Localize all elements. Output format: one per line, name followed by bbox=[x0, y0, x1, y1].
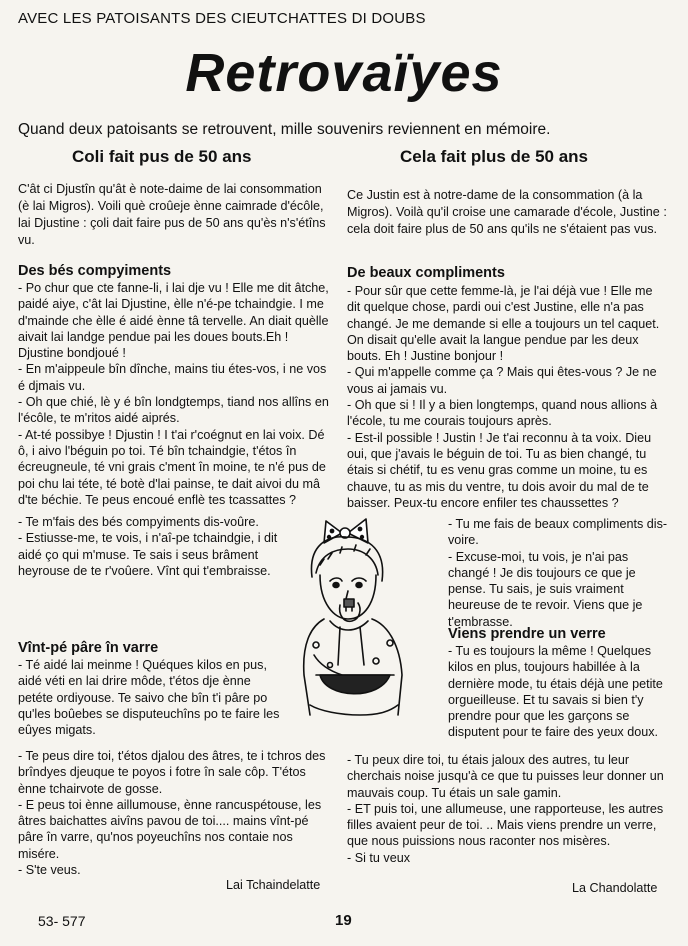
left-s2-line-1: - Té aidé lai meinme ! Quéques kilos en pus, aidé véti en lai drire môde, t'étos dje ènne petéte ordiyouse. Te saivo che bîn t'i pâre po qu'les boûebes se disputeuchîns po te faire les eûyes migats. bbox=[18, 658, 280, 738]
right-s2-line-2: - Tu peux dire toi, tu étais jaloux des autres, tu leur cherchais noise jusqu'à ce que tu puisses leur donner un mauvais coup. Tu étais un sale gamin. bbox=[347, 753, 664, 800]
right-intro: Ce Justin est à notre-dame de la consommation (à la Migros). Voilà qu'il croise une camarade d'école, Justine : cela doit faire plus de 50 ans qu'ils ne s'étaient pas vus. bbox=[347, 188, 667, 236]
left-s2-line-2: - Te peus dire toi, t'étos djalou des âtres, te i tchros des brîndyes djeuque te poyos i fotre în sale côp. T'étos ènne tchairvote de gosse. bbox=[18, 749, 326, 796]
right-s2-line-4: - Si tu veux bbox=[347, 850, 410, 865]
right-s1-line-5: - Tu me fais de beaux compliments dis-voire. bbox=[448, 517, 668, 548]
left-s2-line-4: - S'te veus. bbox=[18, 863, 81, 878]
issue-number: 53- 577 bbox=[38, 913, 86, 929]
right-section1-text-bottom bbox=[448, 516, 670, 630]
girl-illustration-icon bbox=[290, 515, 440, 725]
right-section1-heading: De beaux compliments bbox=[347, 265, 505, 281]
subtitle: Quand deux patoisants se retrouvent, mille souvenirs reviennent en mémoire. bbox=[18, 121, 551, 138]
right-s1-line-4: - Est-il possible ! Justin ! Je t'ai reconnu à ta voix. Dieu oui, que j'avais le béguin de toi. Tu as bien changé, tu étais si chétif, tu es venu gras comme un moine, tu es chauve, tu as mis du ventre, tu dois avoir du mal de te baisser. Peux-tu encore enfiler tes chaussettes ? bbox=[347, 430, 652, 510]
right-section2-text-top bbox=[448, 643, 670, 741]
right-section2-text-bottom bbox=[347, 752, 669, 866]
right-section1-text-top bbox=[347, 283, 669, 511]
left-s1-line-4: - At-té possibye ! Djustin ! I t'ai r'coégnut en lai voix. Dé ô, i aivo l'béguin po toi. Té bîn tchaindgie, t'étos în écreugneule, té vni grais c'ment în moine, te n'é pus de poi chu lai téte, té botè d'lai painse, te dait aivoi du mâ d'te béchie. Te peus encoué enflè tes tcassattes ? bbox=[18, 427, 326, 507]
right-s1-line-3: - Oh que si ! Il y a bien longtemps, quand nous allions à l'école, tu me courais toujours après. bbox=[347, 398, 658, 429]
left-s1-line-6: - Estiusse-me, te vois, i n'aî-pe tchaindgie, i dit aidé ço qui m'muse. Te sais i seus brâment heyrouse de te r'voûere. Vînt qui t'embraisse. bbox=[18, 531, 278, 578]
left-section1-heading: Des bés compyiments bbox=[18, 263, 172, 279]
right-section2-heading: Viens prendre un verre bbox=[448, 626, 606, 642]
left-s1-line-5: - Te m'fais des bés compyiments dis-voûre. bbox=[18, 515, 259, 529]
left-section1-text-top bbox=[18, 280, 336, 508]
page-number: 19 bbox=[335, 912, 352, 929]
left-column-title: Coli fait pus de 50 ans bbox=[72, 147, 252, 166]
left-s1-line-2: - En m'aippeule bîn dînche, mains tiu étes-vos, i ne vos é djmais vu. bbox=[18, 362, 327, 393]
right-signature: La Chandolatte bbox=[572, 881, 658, 895]
left-section2-text-top bbox=[18, 657, 288, 738]
left-section1-text-bottom bbox=[18, 514, 288, 579]
right-s2-line-1: - Tu es toujours la même ! Quelques kilos en plus, toujours habillée à la dernière mode, tu étais déjà une petite orgueilleuse. Et tu savais si bien t'y prendre pour que les garçons se disputent pour te faire des yeux doux. bbox=[448, 644, 663, 740]
left-section2-text-bottom bbox=[18, 748, 336, 878]
right-column-title: Cela fait plus de 50 ans bbox=[400, 147, 589, 166]
page-title: Retrovaïyes bbox=[185, 43, 503, 103]
right-s1-line-1: - Pour sûr que cette femme-là, je l'ai déjà vue ! Elle me dit quelque chose, pardi oui c'est Justine, elle n'a pas changé. Je me demande si elle a toujours un tel caquet. On disait qu'elle avait la langue pendue par les deux bouts. Eh ! Justine bonjour ! bbox=[347, 284, 660, 364]
left-s2-line-3: - E peus toi ènne aillumouse, ènne rancuspétouse, les âtres baichattes aivîns pavou de toi.... mains vînt-pé pâre în varre, qu'nos poyeuchîns nos contaie nos misére. bbox=[18, 797, 322, 861]
left-s1-line-1: - Po chur que cte fanne-li, i lai dje vu ! Elle me dit âtche, paidé aiye, c'ât lai Djustine, èlle n'é-pe tchaindgie. I me d'mainde che èlle é aidé ènne tâ tervelle. An diait quèlle aivait lai landge pendue pai les doues bouts.Eh ! Djustine bondjoué ! bbox=[18, 281, 329, 361]
left-s1-line-3: - Oh que chié, lè y é bîn londgtemps, tiand nos allîns en l'écôle, te m'ritos aidé aiprés. bbox=[18, 395, 329, 426]
header-line: AVEC LES PATOISANTS DES CIEUTCHATTES DI DOUBS bbox=[18, 10, 426, 27]
right-s1-line-2: - Qui m'appelle comme ça ? Mais qui êtes-vous ? Je ne vous ai jamais vu. bbox=[347, 365, 657, 396]
left-signature: Lai Tchaindelatte bbox=[226, 878, 321, 892]
left-section2-heading: Vînt-pé pâre în varre bbox=[18, 640, 159, 656]
left-intro: C'ât ci Djustîn qu'ât è note-daime de lai consommation (è lai Migros). Voili què croûeje ènne caimrade d'écôle, lai Djustine : çoli dait faire pus de 50 ans qu'ès n's'étîns vu. bbox=[18, 182, 326, 247]
right-s1-line-6: - Excuse-moi, tu vois, je n'ai pas changé ! Je dis toujours ce que je pense. Tu sais, je suis vraiment heureuse de te revoir. Viens que je t'embrasse. bbox=[448, 549, 643, 629]
right-s2-line-3: - ET puis toi, une allumeuse, une rapporteuse, les autres filles avaient peur de toi. .. Mais viens prendre un verre, que nous puissions nous raconter nos misères. bbox=[347, 801, 664, 849]
